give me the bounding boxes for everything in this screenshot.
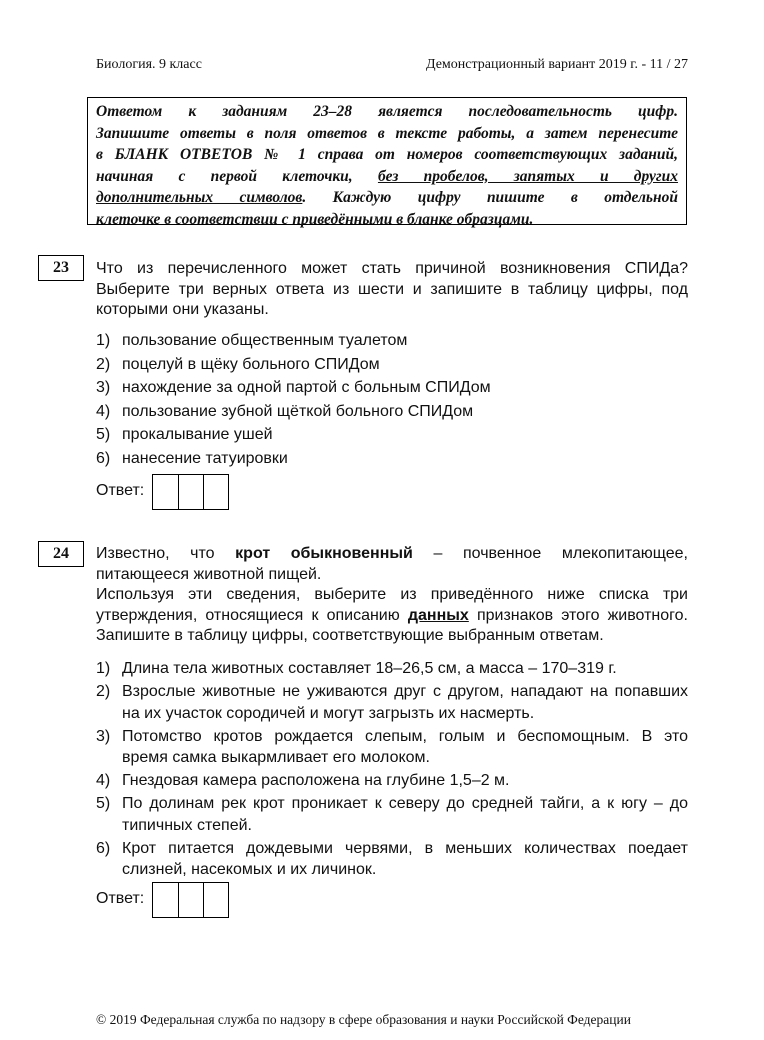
- instruction-underlined: дополнительных символов: [96, 189, 303, 206]
- question-line: [96, 544, 688, 565]
- instruction-box: [87, 97, 687, 228]
- answer-cell[interactable]: [153, 475, 178, 509]
- option-number: 3): [96, 379, 111, 396]
- instruction-line: [96, 166, 678, 188]
- option-number: 5): [96, 426, 111, 443]
- question-line: [96, 606, 688, 627]
- variant-label: Демонстрационный вариант 2019 г. - 11 / 27: [425, 57, 688, 72]
- instruction-line: [96, 187, 678, 209]
- question-23-options: [96, 329, 688, 470]
- option-number: 1): [96, 660, 111, 677]
- question-line: питающееся животной пищей.: [96, 565, 322, 583]
- option-text: пользование зубной щёткой больного СПИДом: [122, 402, 474, 420]
- question-line: Используя эти сведения, выберите из приведённого ниже списка три: [96, 586, 688, 603]
- option-text: Гнездовая камера расположена на глубине 1,5–2 м.: [122, 772, 510, 789]
- option-item: [96, 726, 688, 769]
- option-number: 4): [96, 402, 111, 420]
- answer-cells: [152, 882, 229, 918]
- instruction-line: Ответом к заданиям 23–28 является последовательность цифр.: [96, 103, 678, 120]
- option-number: 2): [96, 355, 111, 373]
- instruction-text: . Каждую цифру пишите в отдельной: [302, 189, 678, 206]
- option-text: Взрослые животные не уживаются друг с другом, нападают на попавших: [122, 683, 688, 700]
- page-header: [96, 57, 688, 77]
- answer-cell[interactable]: [178, 475, 203, 509]
- question-text: – почвенное млекопитающее,: [433, 545, 689, 562]
- option-text: нанесение татуировки: [122, 449, 288, 467]
- question-line: Выберите три верных ответа из шести и запишите в таблицу цифры, под: [96, 280, 688, 298]
- answer-label: Ответ:: [96, 890, 145, 907]
- question-text: Известно, что: [96, 545, 215, 562]
- option-text: Крот питается дождевыми червями, в меньших количествах поедает: [122, 839, 688, 857]
- option-item: [96, 353, 688, 377]
- option-text: на их участок сородичей и могут загрызть их насмерть.: [122, 704, 535, 722]
- question-24-text: [96, 544, 688, 647]
- option-text: пользование общественным туалетом: [122, 332, 408, 349]
- question-line: Запишите в таблицу цифры, соответствующие выбранным ответам.: [96, 627, 604, 644]
- page-footer: © 2019 Федеральная служба по надзору в сфере образования и науки Российской Федерации: [96, 1012, 631, 1027]
- answer-cells: [152, 474, 229, 510]
- question-number-24: 24: [38, 541, 84, 567]
- question-bold-underlined: данных: [407, 606, 469, 624]
- option-text: нахождение за одной партой с больным СПИДом: [122, 379, 491, 396]
- answer-label: Ответ:: [96, 482, 145, 499]
- option-text: время самка выкармливает его молоком.: [122, 749, 430, 766]
- option-item: [96, 793, 688, 836]
- instruction-line: Запишите ответы в поля ответов в тексте работы, а затем перенесите: [96, 124, 678, 142]
- option-number: 4): [96, 772, 111, 789]
- option-item: [96, 681, 688, 724]
- option-number: 6): [96, 839, 111, 857]
- subject-label: Биология. 9 класс: [96, 57, 202, 72]
- question-24-options: [96, 658, 688, 882]
- answer-cell[interactable]: [203, 475, 228, 509]
- answer-cell[interactable]: [178, 883, 203, 917]
- option-text: типичных степей.: [122, 816, 252, 834]
- option-text: Длина тела животных составляет 18–26,5 см, а масса – 170–319 г.: [122, 660, 617, 677]
- question-number-23: 23: [38, 255, 84, 281]
- option-text: поцелуй в щёку больного СПИДом: [122, 355, 380, 373]
- option-item: [96, 376, 688, 400]
- option-number: 2): [96, 683, 111, 700]
- option-item: [96, 447, 688, 471]
- instruction-line: в БЛАНК ОТВЕТОВ № 1 справа от номеров соответствующих заданий,: [96, 146, 678, 163]
- instruction-underlined: без пробелов, запятых и других: [377, 167, 679, 185]
- option-number: 6): [96, 449, 111, 467]
- option-text: прокалывание ушей: [122, 426, 273, 443]
- question-23-text: [96, 259, 688, 321]
- option-item: [96, 400, 688, 424]
- question-line: Что из перечисленного может стать причиной возникновения СПИДа?: [96, 260, 688, 277]
- answer-cell[interactable]: [203, 883, 228, 917]
- option-item: [96, 423, 688, 447]
- instruction-text: начиная с первой клеточки,: [96, 167, 353, 185]
- option-item: [96, 658, 688, 680]
- option-number: 3): [96, 727, 111, 745]
- instruction-line: клеточке в соответствии с приведёнными в бланке образцами.: [96, 210, 534, 228]
- question-text: признаков этого животного.: [476, 606, 688, 624]
- option-number: 5): [96, 795, 111, 812]
- option-number: 1): [96, 332, 111, 349]
- option-item: [96, 770, 688, 792]
- question-line: которыми они указаны.: [96, 301, 269, 318]
- answer-cell[interactable]: [153, 883, 178, 917]
- option-text: Потомство кротов рождается слепым, голым и беспомощным. В это: [122, 727, 688, 745]
- option-item: [96, 838, 688, 881]
- option-text: По долинам рек крот проникает к северу до средней тайги, а к югу – до: [122, 795, 688, 812]
- option-item: [96, 329, 688, 353]
- option-text: слизней, насекомых и их личинок.: [122, 861, 377, 878]
- question-bold: крот обыкновенный: [235, 545, 413, 562]
- question-text: утверждения, относящиеся к описанию: [96, 606, 400, 624]
